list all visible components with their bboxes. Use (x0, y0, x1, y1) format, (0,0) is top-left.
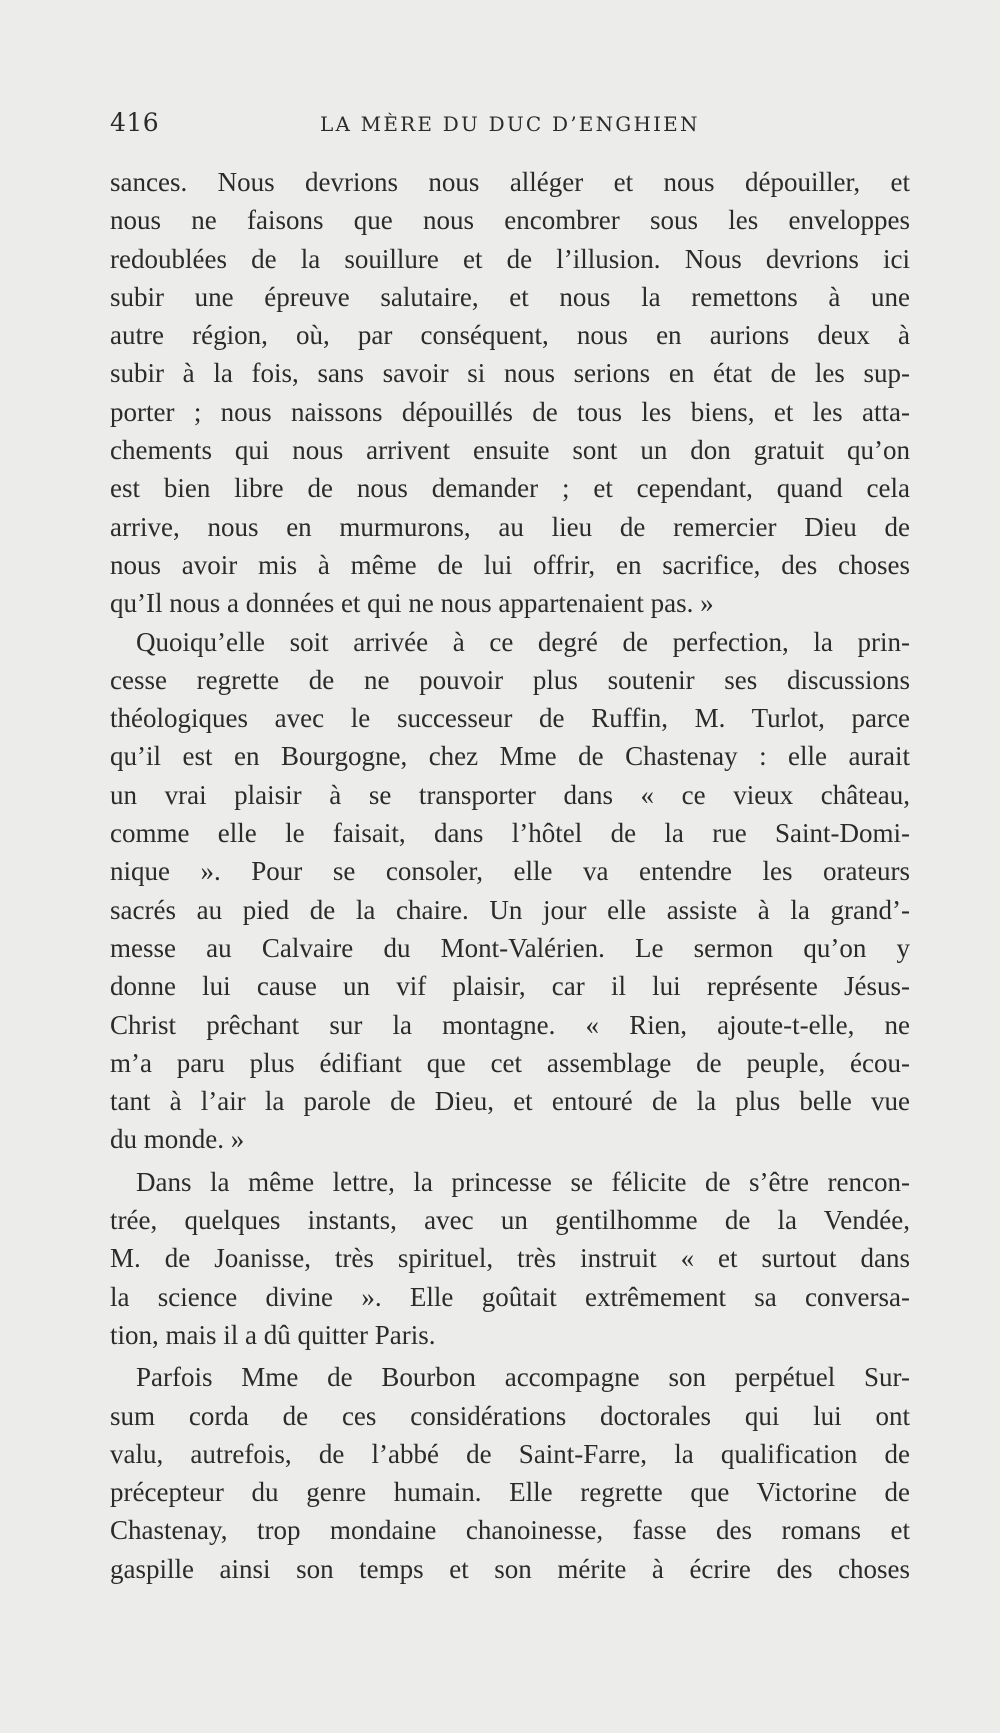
text-line: qu’il est en Bourgogne, chez Mme de Chastenay : elle aurait (110, 741, 910, 772)
text-line: un vrai plaisir à se transporter dans « ce vieux château, (110, 779, 910, 810)
text-line: messe au Calvaire du Mont-Valérien. Le sermon qu’on y (110, 932, 910, 963)
paragraph (110, 623, 910, 1159)
text-line: sum corda de ces considérations doctorales qui lui ont (110, 1400, 910, 1431)
text-line: subir à la fois, sans savoir si nous serions en état de les sup- (110, 358, 910, 389)
text-line: nous avoir mis à même de lui offrir, en sacrifice, des choses (110, 549, 910, 580)
text-line: qu’Il nous a données et qui ne nous appartenaient pas. » (110, 588, 714, 619)
text-line: comme elle le faisait, dans l’hôtel de la rue Saint-Domi- (110, 818, 910, 849)
text-line: chements qui nous arrivent ensuite sont un don gratuit qu’on (110, 435, 910, 466)
text-line: redoublées de la souillure et de l’illusion. Nous devrions ici (110, 243, 910, 274)
text-line: tion, mais il a dû quitter Paris. (110, 1319, 436, 1350)
text-line: sacrés au pied de la chaire. Un jour elle assiste à la grand’- (110, 894, 910, 925)
text-line: est bien libre de nous demander ; et cependant, quand cela (110, 473, 910, 504)
page-header (110, 108, 910, 148)
text-line: nous ne faisons que nous encombrer sous les enveloppes (110, 205, 910, 236)
text-line: m’a paru plus édifiant que cet assemblage de peuple, écou- (110, 1047, 910, 1078)
text-line: M. de Joanisse, très spirituel, très instruit « et surtout dans (110, 1243, 910, 1274)
text-line: donne lui cause un vif plaisir, car il lui représente Jésus- (110, 971, 910, 1002)
text-line: Dans la même lettre, la princesse se félicite de s’être rencon- (136, 1166, 910, 1197)
text-line: sances. Nous devrions nous alléger et nous dépouiller, et (110, 167, 910, 197)
body-text (110, 163, 910, 1588)
text-line: nique ». Pour se consoler, elle va entendre les orateurs (110, 856, 910, 887)
text-line: la science divine ». Elle goûtait extrêmement sa conversa- (110, 1281, 910, 1312)
text-line: trée, quelques instants, avec un gentilhomme de la Vendée, (110, 1205, 910, 1236)
text-line: Quoiqu’elle soit arrivée à ce degré de perfection, la prin- (136, 626, 910, 657)
text-line: valu, autrefois, de l’abbé de Saint-Farre, la qualification de (110, 1438, 910, 1469)
text-line: gaspille ainsi son temps et son mérite à écrire des choses (110, 1553, 910, 1584)
paragraph (110, 1163, 910, 1354)
page-number: 416 (110, 108, 160, 137)
text-line: arrive, nous en murmurons, au lieu de remercier Dieu de (110, 511, 910, 542)
text-line: tant à l’air la parole de Dieu, et entouré de la plus belle vue (110, 1086, 910, 1117)
text-line: porter ; nous naissons dépouillés de tous les biens, et les atta- (110, 396, 910, 427)
paragraph (110, 163, 910, 623)
text-line: autre région, où, par conséquent, nous en aurions deux à (110, 320, 910, 351)
text-line: Christ prêchant sur la montagne. « Rien, ajoute-t-elle, ne (110, 1009, 910, 1040)
text-line: subir une épreuve salutaire, et nous la remettons à une (110, 281, 910, 312)
text-line: précepteur du genre humain. Elle regrette que Victorine de (110, 1477, 910, 1508)
text-line: Chastenay, trop mondaine chanoinesse, fasse des romans et (110, 1515, 910, 1546)
text-line: du monde. » (110, 1124, 245, 1155)
paragraph (110, 1358, 910, 1588)
text-line: Parfois Mme de Bourbon accompagne son perpétuel Sur- (136, 1362, 910, 1393)
text-line: cesse regrette de ne pouvoir plus soutenir ses discussions (110, 664, 910, 695)
running-title: LA MÈRE DU DUC D’ENGHIEN (320, 112, 700, 136)
text-line: théologiques avec le successeur de Ruffin, M. Turlot, parce (110, 703, 910, 734)
